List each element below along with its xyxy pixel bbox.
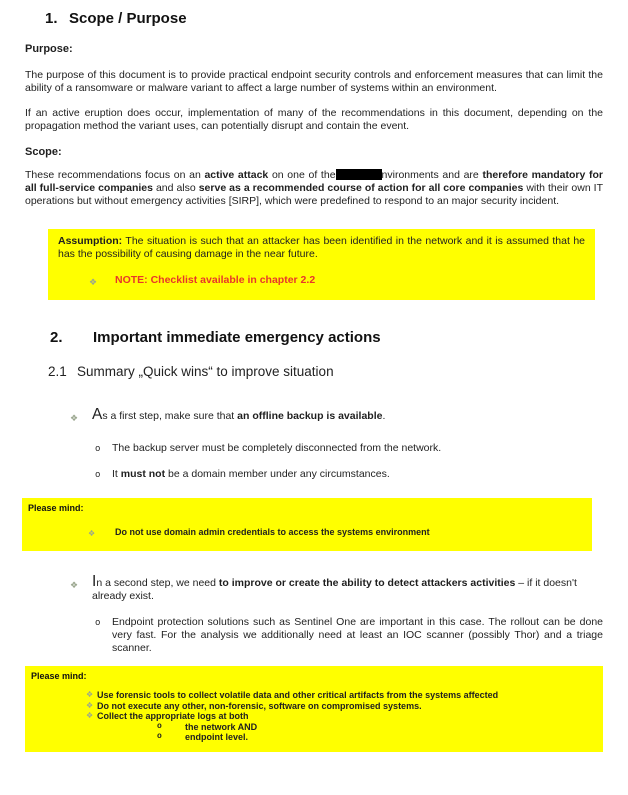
subbullet-backup-disconnected-text: The backup server must be completely disconnected from the network. (112, 442, 442, 454)
mind2-subbullet-text: the network AND (185, 721, 258, 732)
circle-bullet-icon: o (157, 732, 162, 741)
purpose-label: Purpose: (25, 43, 73, 55)
subbullet-endpoint-protection (95, 616, 603, 655)
mind2-bullet-forensic-tools (86, 690, 597, 701)
subbullet-backup-disconnected (95, 442, 603, 456)
mind2-subbullet-network (157, 722, 597, 733)
diamond-bullet-icon: ❖ (89, 277, 98, 287)
section-2-title: Important immediate emergency actions (93, 329, 381, 346)
purpose-paragraph-2: If an active eruption does occur, implementation of many of the recommendations in this document, depending on the propagation method the variant uses, can potentially disrupt and contain the event. (25, 107, 603, 132)
diamond-bullet-icon: ❖ (86, 690, 94, 699)
note-text: NOTE: Checklist available in chapter 2.2 (115, 274, 316, 286)
mind1-bullet-row (88, 527, 586, 539)
diamond-bullet-icon: ❖ (86, 711, 94, 720)
assumption-highlight-box (48, 229, 595, 300)
section-1-number: 1. (45, 10, 58, 27)
mind2-bullet-text: Use forensic tools to collect volatile data and other critical artifacts from the systems affected (97, 690, 499, 700)
please-mind-label: Please mind: (31, 671, 87, 681)
diamond-bullet-icon: ❖ (86, 700, 94, 710)
diamond-bullet-icon: ❖ (70, 413, 79, 423)
section-2-1-number: 2.1 (48, 364, 67, 379)
section-2-number: 2. (50, 329, 63, 346)
section-2-heading (50, 328, 628, 347)
section-1-title: Scope / Purpose (69, 10, 187, 27)
mind2-subbullet-endpoint (157, 732, 597, 743)
please-mind-label: Please mind: (28, 503, 84, 513)
scope-paragraph: These recommendations focus on an active attack on one of the nvironments and are therefore mandatory for all full-service companies and also serve as a recommended course of action for all core companies with their own IT operations but without emergency activities [SIRP], which were predefined to respond to an major security incident. (25, 169, 603, 207)
circle-bullet-icon: o (95, 470, 101, 480)
subbullet-domain-member (95, 468, 603, 482)
scope-label: Scope: (25, 146, 62, 158)
section-2-1-heading (48, 364, 628, 380)
section-1-heading (45, 10, 628, 28)
please-mind-box-1 (22, 498, 592, 551)
assumption-text: Assumption: The situation is such that an attacker has been identified in the network and it is assumed that he has the possibility of causing damage in the near future. (58, 235, 585, 260)
bullet-detect-attackers (70, 573, 603, 603)
document-page (0, 10, 628, 752)
bullet-detect-attackers-text: In a second step, we need to improve or create the ability to detect attackers activities – if it doesn't already exist. (92, 573, 577, 602)
circle-bullet-icon: o (95, 618, 101, 628)
diamond-bullet-icon: ❖ (70, 580, 79, 590)
mind1-bullet-text: Do not use domain admin credentials to access the systems environment (115, 527, 430, 537)
circle-bullet-icon: o (157, 721, 162, 731)
circle-bullet-icon: o (95, 444, 101, 454)
mind2-bullet-text: Collect the appropriate logs at both (97, 711, 249, 721)
subbullet-endpoint-protection-text: Endpoint protection solutions such as Sentinel One are important in this case. The rollout can be done very fast. For the analysis we additionally need at least an IOC scanner (possibly Thor) and a triage scanner. (112, 616, 603, 654)
mind2-bullet-collect-logs (86, 711, 597, 722)
mind2-bullet-non-forensic (86, 701, 597, 712)
please-mind-box-2 (25, 666, 603, 752)
redaction-bar (336, 169, 382, 180)
bullet-offline-backup (70, 406, 603, 425)
mind2-bullet-text: Do not execute any other, non-forensic, software on compromised systems. (97, 700, 422, 711)
subbullet-domain-member-text: It must not be a domain member under any circumstances. (112, 468, 390, 480)
diamond-bullet-icon: ❖ (88, 529, 96, 538)
bullet-offline-backup-text: As a first step, make sure that an offline backup is available. (92, 406, 386, 423)
purpose-paragraph-1: The purpose of this document is to provide practical endpoint security controls and enforcement measures that can limit the ability of a ransomware or malware variant to affect a large number of systems within an environment. (25, 69, 603, 94)
section-2-1-title: Summary „Quick wins“ to improve situation (77, 364, 334, 379)
mind2-subbullet-text: endpoint level. (185, 732, 249, 742)
note-bullet-row (89, 274, 585, 289)
